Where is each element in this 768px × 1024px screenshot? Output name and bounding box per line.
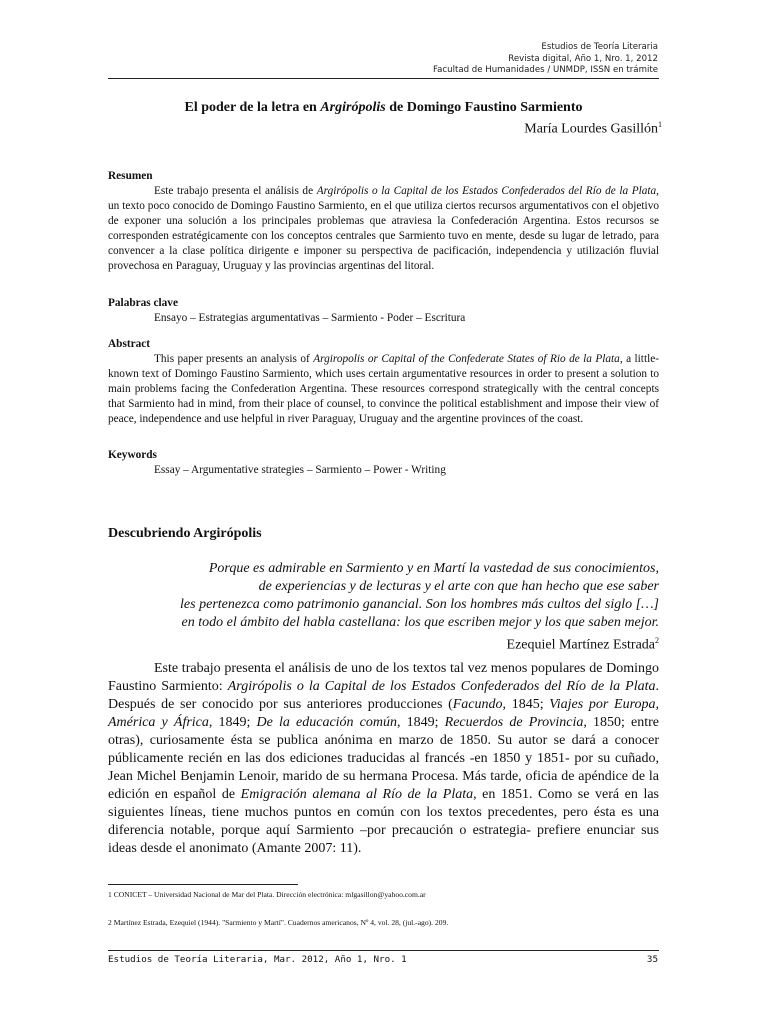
abstract-section — [108, 337, 659, 427]
journal-header — [238, 42, 658, 77]
author-footnote-ref[interactable]: 1 — [658, 120, 662, 129]
body-paragraph: Este trabajo presenta el análisis de uno de los textos tal vez menos populares de Domingo Faustino Sarmiento: Argirópolis o la Capital de los Estados Confederados del Río de la Plata. Después de ser conocido por sus anteriores producciones (Facundo, 1845; Viajes por Europa, América y África, 1849; De la educación común, 1849; Recuerdos de Provincia, 1850; entre otras), curiosamente ésta se publica anónima en marzo de 1850. Su autor se dará a conocer públicamente recién en las dos ediciones traducidas al francés -en 1850 y 1851- por su cuñado, Jean Michel Benjamin Lenoir, marido de su hermana Procesa. Más tarde, oficia de apéndice de la edición en español de Emigración alemana al Río de la Plata, en 1851. Como se verá en las siguientes líneas, tiene muchos puntos en común con los textos precedentes, pero ésta es una diferencia notable, porque aquí Sarmiento –por precaución o estrategia- prefiere enunciar sus ideas desde el anonimato (Amante 2007: 11). — [108, 661, 660, 856]
palabras-clave-text: Ensayo – Estrategias argumentativas – Sarmiento - Poder – Escritura — [154, 312, 466, 324]
article-title: El poder de la letra en Argirópolis de Domingo Faustino Sarmiento — [184, 100, 583, 115]
epigraph-line-1: Porque es admirable en Sarmiento y en Martí la vastedad de sus conocimientos, — [208, 561, 659, 576]
resumen-section — [108, 169, 659, 274]
epigraph-line-2: de experiencias y de lecturas y el arte con que han hecho que ese saber — [258, 579, 659, 594]
keywords-section — [108, 448, 659, 478]
epigraph-line-4: en todo el ámbito del habla castellana: los que escriben mejor y los que saben mejor. — [181, 615, 659, 630]
footnote-rule — [108, 884, 298, 885]
journal-faculty: Facultad de Humanidades / UNMDP, ISSN en trámite — [432, 65, 658, 76]
journal-name: Estudios de Teoría Literaria — [541, 42, 658, 52]
palabras-clave-heading: Palabras clave — [108, 297, 178, 309]
palabras-clave-section — [108, 296, 659, 326]
page-number: 35 — [646, 954, 658, 965]
footnote-2: 2 Martínez Estrada, Ezequiel (1944). "Sarmiento y Martí". Cuadernos americanos, Nº 4, vol. 28, (jul.-ago). 209. — [108, 918, 449, 927]
resumen-heading: Resumen — [108, 170, 153, 182]
epigraph — [108, 560, 659, 655]
epigraph-author: Ezequiel Martínez Estrada$^2$ — [506, 636, 659, 653]
footnote-1: 1 CONICET – Universidad Nacional de Mar del Plata. Dirección electrónica: mlgasillon@yahoo.com.ar — [108, 890, 426, 899]
abstract-heading: Abstract — [108, 338, 151, 350]
footer-rule — [108, 950, 659, 951]
keywords-heading: Keywords — [108, 449, 157, 461]
section-title: Descubriendo Argirópolis — [108, 526, 262, 541]
keywords-text: Essay – Argumentative strategies – Sarmiento – Power - Writing — [154, 464, 446, 476]
resumen-text: Este trabajo presenta el análisis de Argirópolis o la Capital de los Estados Confederados del Río de la Plata, un texto poco conocido de Domingo Faustino Sarmiento, en el que utiliza ciertos recursos argumentativos con el objetivo de exponer una solución a los principales problemas que atraviesa la Confederación Argentina. Estos recursos se corresponden estratégicamente con los conceptos centrales que Sarmiento tuvo en mente, desde su lugar de letrado, para convencer a la clase política dirigente e imponer su perspectiva de pacificación, independencia y utilización fluvial provechosa en Paraguay, Uruguay y las provincias argentinas del litoral. — [108, 185, 659, 272]
header-rule — [108, 78, 659, 79]
abstract-text: This paper presents an analysis of Argiropolis or Capital of the Confederate States of Rio de la Plata, a little-known text of Domingo Faustino Sarmiento, which uses certain argumentative resources in order to present a solution to main problems facing the Confederation Argentina. These resources correspond strategically with the central concepts that Sarmiento had in mind, from their place of counsel, to convince the political establishment and impose their view of peace, independence and use helpful in river Paraguay, Uruguay and the argentine provinces of the coast. — [108, 353, 659, 425]
title-work-name: Argirópolis — [320, 100, 386, 115]
epigraph-footnote-ref[interactable]: 2 — [655, 636, 659, 645]
article-author: María Lourdes Gasillón$^1$ — [524, 120, 662, 137]
journal-issue: Revista digital, Año 1, Nro. 1, 2012 — [508, 53, 658, 64]
footer-journal: Estudios de Teoría Literaria, Mar. 2012, Año 1, Nro. 1 — [108, 954, 407, 965]
epigraph-line-3: les pertenezca como patrimonio ganancial. Son los hombres más cultos del siglo […] — [180, 597, 659, 612]
